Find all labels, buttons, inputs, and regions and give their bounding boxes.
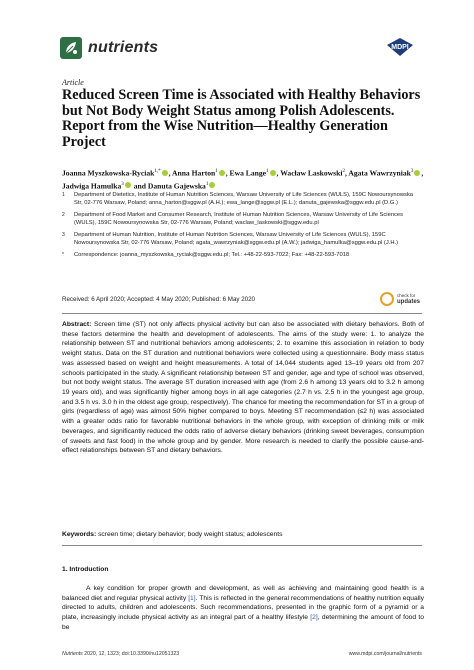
affiliation-item: 2 Department of Food Market and Consumer Research, Institute of Human Nutrition Sciences, Warsaw University of Life Sciences (WULS), 159C Nowoursynowska Str, 02-776 Warsaw, Poland; waclaw_laskowski@sggw.edu.pl [62, 212, 404, 226]
section-heading: 1. Introduction [62, 566, 109, 573]
check-for-updates-button[interactable]: check for updates [380, 290, 420, 312]
reference-link[interactable]: [2] [310, 614, 318, 622]
orcid-icon[interactable] [125, 182, 131, 188]
divider [62, 313, 422, 314]
journal-header [60, 37, 420, 67]
author-name[interactable]: Ewa Lange [229, 168, 267, 178]
affiliation-item: 3 Department of Human Nutrition, Institute of Human Nutrition Sciences, Warsaw University of Life Sciences (WULS), 159C Nowoursynowska Str, 02-776 Warsaw, Poland; agata_wawrzyniak@sggw.edu.pl (A.W.); jadwiga_hamulka@sggw.edu.pl (J.H.) [62, 232, 399, 246]
orcid-icon[interactable] [414, 170, 420, 176]
correspondence: * Correspondence: joanna_myszkowska_ryciak@sggw.edu.pl; Tel.: +48-22-593-7022; Fax: +48-22-593-7018 [62, 252, 350, 258]
intro-paragraph: A key condition for proper growth and development, as well as achieving and maintaining good health is a balanced diet and regular physical activity [1]. This is reflected in the general recommendations of healthy nutrition equally directed to adults, children and adolescents. Such recommendations, presented in the graphic form of a pyramid or a plate, increasingly include physical activity as an integral part of a healthy lifestyle [2], determining the amount of food to be [62, 585, 424, 631]
journal-name: nutrients [88, 39, 159, 56]
mdpi-logo-icon [385, 37, 415, 57]
keywords [62, 531, 422, 538]
author-list: Joanna Myszkowska-Ryciak$^{1,*}$ , Anna Harton$^1$ , Ewa Lange$^1$ , Wacław Laskowski$^2$, Agata Wawrzyniak$^3$ , Jadwiga Hamulka$^3$ and Danuta Gajewska$^1$ [62, 168, 424, 191]
orcid-icon[interactable] [162, 170, 168, 176]
footer-citation: Nutrients 2020, 12, 1323; doi:10.3390/nu12051323 [62, 651, 180, 657]
keywords-text: screen time; dietary behavior; body weight status; adolescents [98, 531, 283, 538]
affiliation-item: 1 Department of Dietetics, Institute of Human Nutrition Sciences, Warsaw University of Life Sciences (WULS), 159C Nowoursynowska Str, 02-776 Warsaw, Poland; anna_harton@sggw.pl (A.H.); ewa_lange@sggw.pl (E.L.); danuta_gajewska@sggw.edu.pl (D.G.) [62, 192, 414, 206]
reference-link[interactable]: [1] [188, 594, 196, 602]
divider [62, 545, 422, 546]
affiliations [62, 191, 422, 263]
article-title: Reduced Screen Time is Associated with Healthy Behaviors but Not Body Weight Status among Polish Adolescents. Report from the Wise Nutrition—Healthy Generation Project [62, 87, 421, 150]
nutrients-logo-icon [60, 37, 82, 59]
author-name[interactable]: Danuta Gajewska [147, 181, 206, 191]
footer-url[interactable]: www.mdpi.com/journal/nutrients [348, 651, 422, 657]
author-name[interactable]: Jadwiga Hamulka [62, 181, 122, 191]
publication-dates: Received: 6 April 2020; Accepted: 4 May 2020; Published: 6 May 2020 [62, 296, 255, 303]
check-updates-icon [380, 292, 394, 306]
author-name[interactable]: Agata Wawrzyniak [348, 168, 411, 178]
author-name[interactable]: Joanna Myszkowska-Ryciak [62, 168, 155, 178]
abstract-label: Abstract: [62, 321, 92, 328]
author-name[interactable]: Anna Harton [172, 168, 216, 178]
keywords-label: Keywords: [62, 531, 97, 538]
orcid-icon[interactable] [209, 182, 215, 188]
author-name[interactable]: Wacław Laskowski [280, 168, 343, 178]
abstract [62, 320, 424, 456]
article-type: Article [62, 78, 84, 87]
orcid-icon[interactable] [270, 170, 276, 176]
abstract-text: Screen time (ST) not only affects physical activity but can also be associated with dietary behaviors. Both of these factors determine the health and development of adolescents. The aims of the study were: 1. to analyze the relationship between ST and nutritional behaviors among adolescents; 2. to examine this association in relation to body weight status. Data on the ST duration and nutritional behaviors were collected using a questionnaire. Body mass status was assessed based on weight and height measurements. A total of 14,044 students aged 13–19 years old from 207 schools participated in the study. A significant relationship between ST and gender, age and type of school was observed, but not body weight status. The average ST duration increased with age (from 2.6 h among 13 years old to 3.2 h among 19 years old), and was significantly higher among boys in all age categories (2.7 h vs. 2.5 h in the youngest age group, and 3.5 h vs. 3.0 h in the oldest age group, respectively). The chance for meeting the recommendation for ST in a group of girls (regardless of age) was almost 50% higher compared to boys. Meeting ST recommendation (≤2 h) was associated with a greater odds ratio for favorable nutritional behaviors in the whole group, with exception of drinking milk or milk beverages, and significantly reduced the odds ratio of adverse dietary behaviors (drinking sweet beverages, consumption of sweets and fast food) in the whole group and by gender. More research is needed to clarify the possible cause-and-effect relationships between ST and dietary behaviors. [62, 321, 425, 455]
svg-text:MDPI: MDPI [391, 44, 409, 51]
orcid-icon[interactable] [219, 170, 225, 176]
